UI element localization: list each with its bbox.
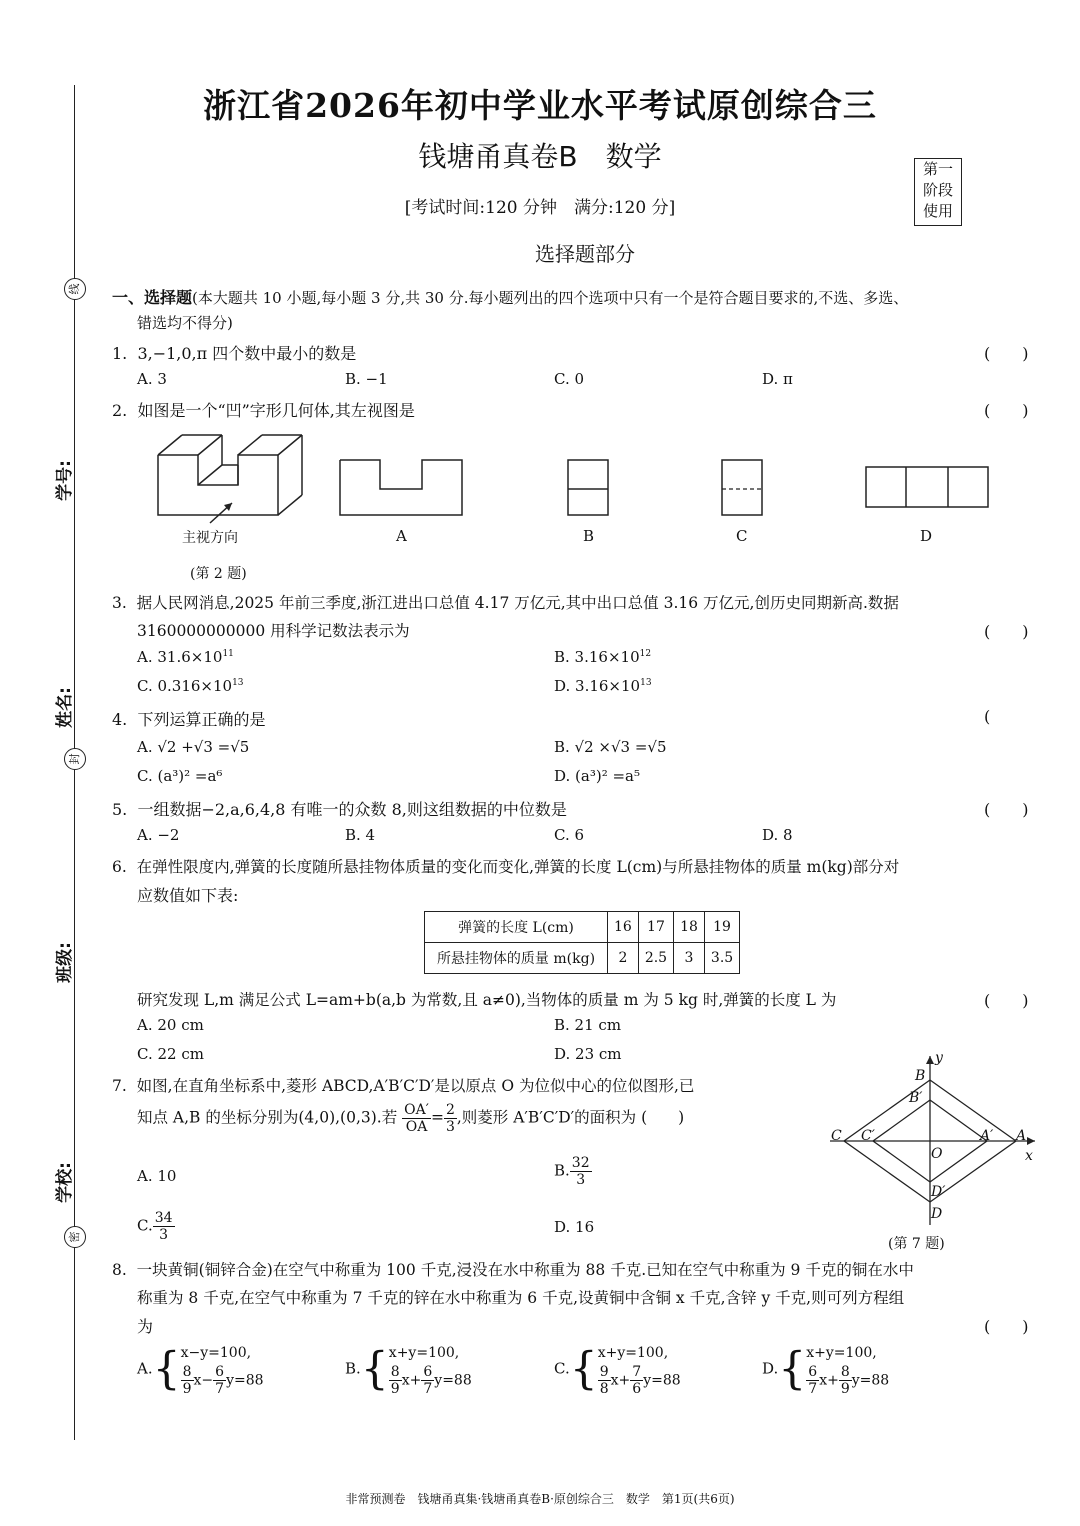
stage-line-3: 使用 — [922, 202, 953, 220]
q3-a-exp: 11 — [222, 649, 234, 659]
equation-system — [806, 1342, 889, 1397]
eq-2 — [181, 1364, 264, 1397]
q4-option-d[interactable]: D. (a³)² =a⁵ — [554, 767, 640, 785]
frac-den: 7 — [808, 1381, 818, 1397]
q2-solid — [158, 435, 302, 515]
q8-num: 8. — [112, 1261, 127, 1279]
frac-num: 9 — [599, 1364, 609, 1380]
table-cell: 2.5 — [638, 943, 673, 974]
opt-letter: A. — [137, 1359, 153, 1378]
q8-stem — [112, 1258, 914, 1280]
q2-num: 2. — [112, 401, 128, 420]
frac-num: 8 — [182, 1364, 192, 1380]
label-school: 学校: — [54, 1162, 75, 1203]
label-b: B — [915, 1068, 926, 1084]
q7-caption: (第 7 题) — [888, 1236, 945, 1252]
q3-option-d[interactable] — [554, 677, 652, 695]
frac-num: 6 — [423, 1364, 433, 1380]
frac-den: 9 — [840, 1381, 850, 1397]
q3-stem — [112, 591, 899, 613]
opt-letter: B. — [345, 1359, 361, 1378]
q8-option-d[interactable] — [762, 1342, 889, 1397]
eq-1: x+y=100, — [388, 1345, 460, 1361]
label-o: O — [931, 1146, 943, 1162]
table-cell: 2 — [608, 943, 639, 974]
frac-den: 7 — [215, 1381, 225, 1397]
q1-answer-bracket[interactable]: ( ) — [984, 344, 1029, 363]
q5-option-b[interactable]: B. 4 — [345, 826, 376, 844]
q4-option-c[interactable]: C. (a³)² =a⁶ — [137, 767, 223, 785]
q7-option-c[interactable] — [137, 1210, 175, 1243]
label-b-prime: B′ — [909, 1090, 923, 1106]
q4-text: 下列运算正确的是 — [137, 710, 266, 729]
q6-table — [424, 911, 740, 974]
q3-d-base: D. 3.16×10 — [554, 677, 641, 695]
q5-answer-bracket[interactable]: ( ) — [984, 800, 1029, 819]
eq-op: x+ — [401, 1372, 422, 1389]
eq-op: x+ — [819, 1372, 839, 1389]
q8-stem-2: 称重为 8 千克,在空气中称重为 7 千克的锌在水中称重为 6 千克,设黄铜中含铜 x 千克,含锌 y 千克,则可列方程组 — [137, 1289, 905, 1307]
brace: { — [152, 1343, 181, 1395]
eq-2 — [389, 1364, 472, 1397]
frac-den: 3 — [576, 1172, 586, 1188]
q3-option-c[interactable] — [137, 677, 244, 695]
q3-c-base: C. 0.316×10 — [137, 677, 233, 695]
brace: { — [569, 1343, 598, 1395]
eq-2 — [806, 1364, 889, 1397]
stage-line-2: 阶段 — [922, 181, 953, 199]
table-cell: 3.5 — [704, 943, 739, 974]
section-desc: (本大题共 10 小题,每小题 3 分,共 30 分.每小题列出的四个选项中只有一个是符合题目要求的,不选、多选、 — [192, 289, 909, 307]
table-cell: 所悬挂物体的质量 m(kg) — [425, 943, 608, 974]
frac-den: 9 — [390, 1381, 400, 1397]
table-cell: 17 — [638, 912, 673, 943]
q6-stem-2: 应数值如下表: — [137, 886, 239, 905]
q7-text-2a: 知点 A,B 的坐标分别为(4,0),(0,3).若 — [137, 1108, 398, 1127]
equation-system — [598, 1342, 681, 1397]
q6-stem — [112, 855, 899, 877]
q7-c-fraction — [153, 1210, 175, 1243]
q7-text-2b: ,则菱形 A′B′C′D′的面积为 ( ) — [456, 1108, 685, 1127]
label-class: 班级: — [54, 942, 75, 983]
q6-option-d[interactable]: D. 23 cm — [554, 1045, 622, 1063]
exam-info: [考试时间:120 分钟 满分:120 分] — [404, 198, 676, 218]
q2-view-b — [568, 460, 608, 515]
q2-view-c — [722, 460, 762, 515]
q1-num: 1. — [112, 344, 128, 363]
q3-b-base: B. 3.16×10 — [554, 648, 640, 666]
frac-num: 6 — [808, 1364, 818, 1380]
q2-label-a[interactable]: A — [396, 527, 407, 545]
section-title: 一、选择题 — [112, 288, 193, 307]
page-title: 浙江省2026年初中学业水平考试原创综合三 — [203, 86, 877, 125]
q5-option-c[interactable]: C. 6 — [554, 826, 585, 844]
q1-option-d[interactable]: D. π — [762, 370, 793, 388]
opt-letter: D. — [762, 1359, 779, 1378]
eq-op: x+ — [610, 1372, 631, 1389]
q2-label-c[interactable]: C — [736, 527, 748, 545]
q7-option-d[interactable]: D. 16 — [554, 1218, 595, 1236]
q7-num: 7. — [112, 1077, 127, 1095]
frac-num: 34 — [154, 1210, 173, 1226]
q8-option-a[interactable] — [137, 1342, 264, 1397]
frac-den: 9 — [182, 1381, 192, 1397]
q5-num: 5. — [112, 800, 128, 819]
opt-letter: C. — [554, 1359, 570, 1378]
label-c: C — [831, 1128, 842, 1144]
eq-tail: y=88 — [226, 1372, 264, 1389]
equation-system — [181, 1342, 264, 1397]
q1-option-b[interactable]: B. −1 — [345, 370, 388, 388]
label-a: A — [1016, 1128, 1027, 1144]
eq-1: x+y=100, — [806, 1345, 877, 1361]
eq-op: x− — [193, 1372, 214, 1389]
q6-option-b[interactable]: B. 21 cm — [554, 1016, 622, 1034]
label-name: 姓名: — [54, 687, 75, 728]
q6-option-c[interactable]: C. 22 cm — [137, 1045, 204, 1063]
label-a-prime: A′ — [980, 1128, 994, 1144]
q2-figures — [140, 425, 1020, 555]
table-row — [425, 912, 740, 943]
label-d: D — [931, 1206, 943, 1222]
seal-feng-mark: 封 — [64, 748, 86, 770]
equation-system — [389, 1342, 472, 1397]
q6-num: 6. — [112, 858, 127, 876]
q3-option-b[interactable] — [554, 648, 651, 666]
q3-b-exp: 12 — [639, 649, 652, 659]
q8-answer-bracket[interactable]: ( ) — [984, 1317, 1029, 1336]
q2-direction-label: 主视方向 — [182, 530, 238, 546]
label-c-prime: C′ — [861, 1128, 875, 1144]
q6-answer-bracket[interactable]: ( ) — [984, 991, 1029, 1010]
q8-option-c[interactable] — [554, 1342, 681, 1397]
q7-option-b[interactable] — [554, 1155, 592, 1188]
frac-den: 3 — [445, 1119, 455, 1135]
q2-answer-bracket[interactable]: ( ) — [984, 401, 1029, 420]
q4-num: 4. — [112, 710, 128, 729]
q1-text: 3,−1,0,π 四个数中最小的数是 — [137, 344, 357, 363]
q7-stem-2 — [137, 1102, 684, 1135]
table-cell: 16 — [608, 912, 639, 943]
q2-label-d[interactable]: D — [920, 527, 933, 545]
frac-num: 7 — [632, 1364, 642, 1380]
seal-mi-mark: 密 — [64, 1226, 86, 1248]
q8-option-b[interactable] — [345, 1342, 472, 1397]
q7-ratio-fraction — [402, 1102, 431, 1135]
eq-2 — [598, 1364, 681, 1397]
opt-letter: B. — [554, 1161, 570, 1180]
table-cell: 18 — [674, 912, 705, 943]
q2-view-a — [340, 460, 462, 515]
frac-den: 7 — [423, 1381, 433, 1397]
section-desc-2: 错选均不得分) — [137, 314, 233, 332]
label-d-prime: D′ — [931, 1184, 946, 1200]
stage-line-1: 第一 — [922, 160, 953, 178]
q6-text: 在弹性限度内,弹簧的长度随所悬挂物体质量的变化而变化,弹簧的长度 L(cm)与所悬挂物体的质量 m(kg)部分对 — [136, 858, 900, 876]
table-row — [425, 943, 740, 974]
q6-stem-3: 研究发现 L,m 满足公式 L=am+b(a,b 为常数,且 a≠0),当物体的质量 m 为 5 kg 时,弹簧的长度 L 为 — [137, 991, 837, 1009]
q5-stem — [112, 797, 567, 820]
label-x: x — [1025, 1148, 1033, 1164]
q7-figure — [825, 1050, 1045, 1230]
label-student-id: 学号: — [54, 460, 75, 501]
q7-b-fraction — [570, 1155, 592, 1188]
q4-stem — [112, 707, 265, 730]
brace: { — [778, 1343, 807, 1395]
table-cell: 弹簧的长度 L(cm) — [425, 912, 608, 943]
q2-stem — [112, 398, 415, 421]
q8-stem-3: 为 — [137, 1317, 154, 1336]
q4-option-b[interactable]: B. √2 ×√3 =√5 — [554, 738, 667, 756]
q7-eq: = — [430, 1108, 444, 1127]
frac-den: 6 — [632, 1381, 642, 1397]
q5-option-a[interactable]: A. −2 — [137, 826, 180, 844]
x-arrow — [1027, 1137, 1035, 1145]
opt-letter: C. — [137, 1216, 153, 1235]
q7-value-fraction — [444, 1102, 457, 1135]
q4-option-a[interactable]: A. √2 +√3 =√5 — [137, 738, 250, 756]
q3-stem-2: 3160000000000 用科学记数法表示为 — [137, 622, 410, 640]
frac-num: OA′ — [404, 1102, 429, 1118]
q5-text: 一组数据−2,a,6,4,8 有唯一的众数 8,则这组数据的中位数是 — [137, 800, 567, 819]
q8-text: 一块黄铜(铜锌合金)在空气中称重为 100 千克,浸没在水中称重为 88 千克.已知在空气中称重为 9 千克的铜在水中 — [136, 1261, 914, 1279]
eq-tail: y=88 — [643, 1372, 681, 1389]
frac-num: 2 — [445, 1102, 455, 1118]
q3-text: 据人民网消息,2025 年前三季度,浙江进出口总值 4.17 万亿元,其中出口总值 3.16 万亿元,创历史同期新高.数据 — [136, 594, 899, 612]
page-footer: 非常预测卷 钱塘甬真集·钱塘甬真卷B·原创综合三 数学 第1页(共6页) — [345, 1492, 735, 1506]
frac-num: 8 — [840, 1364, 850, 1380]
q3-num: 3. — [112, 594, 127, 612]
q3-c-exp: 13 — [232, 678, 244, 688]
frac-num: 32 — [571, 1155, 590, 1171]
q7-stem — [112, 1074, 694, 1096]
section-heading — [112, 285, 1042, 308]
frac-num: 6 — [215, 1364, 225, 1380]
q1-option-c[interactable]: C. 0 — [554, 370, 585, 388]
eq-tail: y=88 — [434, 1372, 472, 1389]
table-cell: 19 — [704, 912, 739, 943]
frac-den: 8 — [599, 1381, 609, 1397]
q6-option-a[interactable]: A. 20 cm — [137, 1016, 204, 1034]
eq-tail: y=88 — [851, 1372, 890, 1389]
frac-den: OA — [405, 1119, 428, 1135]
q1-stem — [112, 341, 356, 364]
q7-option-a[interactable]: A. 10 — [137, 1167, 177, 1185]
y-arrow — [926, 1056, 934, 1064]
q3-answer-bracket[interactable]: ( ) — [984, 622, 1029, 641]
q1-option-a[interactable]: A. 3 — [137, 370, 167, 388]
q3-option-a[interactable] — [137, 648, 234, 666]
q2-text: 如图是一个“凹”字形几何体,其左视图是 — [137, 401, 415, 420]
seal-line-mark: 线 — [64, 278, 86, 300]
frac-num: 8 — [390, 1364, 400, 1380]
table-cell: 3 — [674, 943, 705, 974]
q2-view-d — [866, 467, 988, 507]
eq-1: x−y=100, — [180, 1345, 252, 1361]
q4-answer-bracket[interactable]: ( — [984, 707, 991, 726]
q2-caption: (第 2 题) — [190, 566, 247, 582]
brace: { — [360, 1343, 389, 1395]
label-y: y — [935, 1050, 943, 1066]
q3-d-exp: 13 — [640, 678, 652, 688]
frac-den: 3 — [159, 1227, 169, 1243]
page-subtitle: 钱塘甬真卷B 数学 — [418, 140, 662, 173]
part-title: 选择题部分 — [535, 242, 635, 266]
eq-1: x+y=100, — [597, 1345, 669, 1361]
q3-a-base: A. 31.6×10 — [137, 648, 223, 666]
q2-label-b[interactable]: B — [583, 527, 595, 545]
q7-text: 如图,在直角坐标系中,菱形 ABCD,A′B′C′D′是以原点 O 为位似中心的位似图形,已 — [136, 1077, 695, 1095]
q5-option-d[interactable]: D. 8 — [762, 826, 793, 844]
